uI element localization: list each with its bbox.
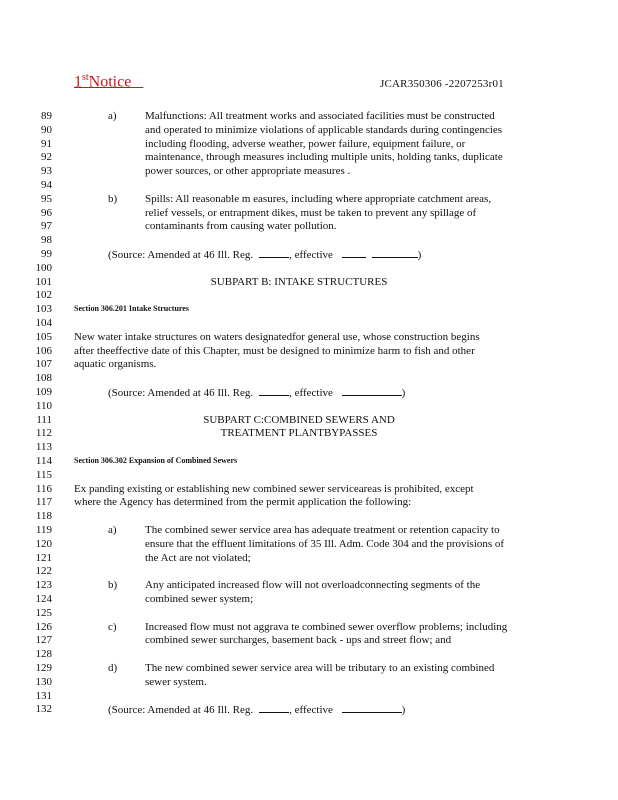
line-number: 105 <box>35 330 52 343</box>
line-number: 110 <box>35 399 52 412</box>
document-line <box>0 344 618 358</box>
line-number: 120 <box>35 537 52 550</box>
line-number: 100 <box>35 261 52 274</box>
line-number: 96 <box>41 206 52 219</box>
document-line <box>0 385 618 399</box>
document-line <box>0 123 618 137</box>
document-line <box>0 551 618 565</box>
document-line <box>0 316 618 330</box>
blank-line <box>342 702 402 713</box>
line-number: 94 <box>41 179 52 191</box>
line-number: 104 <box>35 317 52 329</box>
document-line <box>0 495 618 509</box>
item-text: combined sewer system; <box>145 593 254 605</box>
source-note: (Source: Amended at 46 Ill. Reg. , effective ) <box>108 249 422 261</box>
item-label: c) <box>108 620 117 633</box>
line-number: 113 <box>35 441 52 454</box>
line-number: 92 <box>41 151 52 164</box>
line-number: 108 <box>35 372 52 385</box>
paragraph-text: Ex panding existing or establishing new combined sewer serviceareas is prohibited, except <box>74 482 474 495</box>
item-text: sewer system. <box>145 675 207 688</box>
line-number: 99 <box>41 248 52 260</box>
paragraph-text: aquatic organisms. <box>74 358 157 371</box>
document-line <box>0 109 618 123</box>
line-number: 109 <box>35 386 52 398</box>
line-number: 93 <box>41 165 52 178</box>
document-line <box>0 661 618 675</box>
line-number: 89 <box>41 110 52 122</box>
item-text: the Act are not violated; <box>145 551 251 564</box>
subpart-heading: SUBPART B: INTAKE STRUCTURES <box>210 275 388 288</box>
document-line <box>0 509 618 523</box>
line-number: 106 <box>35 344 52 357</box>
item-text: The combined sewer service area has adequate treatment or retention capacity to <box>145 524 500 536</box>
line-number: 129 <box>35 662 52 674</box>
line-number: 90 <box>41 123 52 136</box>
line-number: 117 <box>35 496 52 509</box>
blank-line <box>342 247 366 258</box>
document-line <box>0 482 618 496</box>
document-line <box>0 468 618 482</box>
item-text: maintenance, through measures including multiple units, holding tanks, duplicate <box>145 151 503 164</box>
document-line <box>0 399 618 413</box>
document-line <box>0 578 618 592</box>
document-line <box>0 371 618 385</box>
line-number: 103 <box>35 303 52 316</box>
document-line <box>0 413 618 427</box>
source-note: (Source: Amended at 46 Ill. Reg. , effective ) <box>108 704 406 717</box>
line-number: 107 <box>35 358 52 371</box>
item-label: a) <box>108 110 117 122</box>
line-number: 116 <box>35 482 52 495</box>
item-label: b) <box>108 579 118 592</box>
section-heading: Section 306.302 Expansion of Combined Sewers <box>74 456 238 465</box>
document-line <box>0 647 618 661</box>
document-line <box>0 164 618 178</box>
line-number: 111 <box>36 413 52 426</box>
document-line <box>0 233 618 247</box>
line-number: 125 <box>35 606 52 619</box>
line-number: 119 <box>35 524 52 536</box>
line-number: 101 <box>35 275 52 288</box>
item-text: Increased flow must not aggrava te combined sewer overflow problems; including <box>145 620 508 633</box>
subpart-heading: TREATMENT PLANTBYPASSES <box>220 427 378 440</box>
subpart-heading: SUBPART C:COMBINED SEWERS AND <box>203 413 395 426</box>
document-line <box>0 633 618 647</box>
item-label: d) <box>108 662 118 674</box>
item-text: and operated to minimize violations of applicable standards during contingencies <box>145 123 503 136</box>
line-number: 97 <box>41 220 52 233</box>
document-line <box>0 302 618 316</box>
item-text: The new combined sewer service area will be tributary to an existing combined <box>145 662 495 674</box>
section-heading: Section 306.201 Intake Structures <box>74 304 189 314</box>
document-line <box>0 689 618 703</box>
document-line <box>0 357 618 371</box>
notice-heading <box>74 72 143 91</box>
item-label: b) <box>108 192 118 205</box>
line-number: 131 <box>35 689 52 702</box>
line-number: 114 <box>35 455 52 467</box>
paragraph-text: New water intake structures on waters designatedfor general use, whose construction begins <box>74 330 480 343</box>
line-number: 121 <box>35 551 52 564</box>
line-number: 118 <box>35 510 52 523</box>
notice-number: 1 <box>74 73 82 91</box>
paragraph-text: where the Agency has determined from the permit application the following: <box>74 496 412 509</box>
document-line <box>0 592 618 606</box>
line-number: 91 <box>41 137 52 150</box>
document-line <box>0 620 618 634</box>
document-line <box>0 247 618 261</box>
item-text: Spills: All reasonable m easures, including where appropriate catchment areas, <box>145 192 492 205</box>
line-number: 124 <box>35 593 52 605</box>
paragraph-text: after theeffective date of this Chapter, must be designed to minimize harm to fish and other <box>74 344 475 357</box>
document-line <box>0 537 618 551</box>
document-code: JCAR350306 -2207253r01 <box>380 78 504 90</box>
line-number: 132 <box>35 703 52 716</box>
item-text: including flooding, adverse weather, power failure, equipment failure, or <box>145 137 466 150</box>
line-number: 98 <box>41 234 52 247</box>
document-line <box>0 275 618 289</box>
document-line <box>0 261 618 275</box>
document-line <box>0 219 618 233</box>
line-number: 130 <box>35 675 52 688</box>
blank-line <box>259 385 289 396</box>
document-line <box>0 288 618 302</box>
document-line <box>0 426 618 440</box>
item-text: Malfunctions: All treatment works and associated facilities must be constructed <box>145 110 495 122</box>
notice-superscript: st <box>82 72 89 83</box>
item-text: contaminants from causing water pollution. <box>145 220 337 233</box>
document-line <box>0 606 618 620</box>
notice-word: Notice <box>88 73 132 91</box>
line-number: 112 <box>35 427 52 440</box>
document-line <box>0 564 618 578</box>
document-line <box>0 330 618 344</box>
item-text: power sources, or other appropriate measures . <box>145 165 351 178</box>
line-number: 128 <box>35 648 52 661</box>
document-line <box>0 454 618 468</box>
document-line <box>0 206 618 220</box>
source-note: (Source: Amended at 46 Ill. Reg. , effective ) <box>108 387 406 399</box>
blank-line <box>372 247 418 258</box>
document-line <box>0 178 618 192</box>
blank-line <box>259 247 289 258</box>
document-line <box>0 192 618 206</box>
line-number: 95 <box>41 192 52 205</box>
document-line <box>0 523 618 537</box>
document-line <box>0 440 618 454</box>
line-number: 115 <box>35 468 52 481</box>
line-number: 122 <box>35 565 52 578</box>
item-text: Any anticipated increased flow will not overloadconnecting segments of the <box>145 579 481 592</box>
line-number: 102 <box>35 289 52 302</box>
blank-line <box>342 385 402 396</box>
item-label: a) <box>108 524 117 536</box>
line-number: 126 <box>35 620 52 633</box>
line-number: 123 <box>35 579 52 592</box>
item-text: relief vessels, or entrapment dikes, must be taken to prevent any spillage of <box>145 206 477 219</box>
item-text: combined sewer surcharges, basement back - ups and street flow; and <box>145 634 452 647</box>
document-line <box>0 675 618 689</box>
document-line <box>0 137 618 151</box>
document-line <box>0 150 618 164</box>
blank-line <box>259 702 289 713</box>
line-number: 127 <box>35 634 52 647</box>
item-text: ensure that the effluent limitations of 35 Ill. Adm. Code 304 and the provisions of <box>145 537 505 550</box>
document-line <box>0 702 618 716</box>
